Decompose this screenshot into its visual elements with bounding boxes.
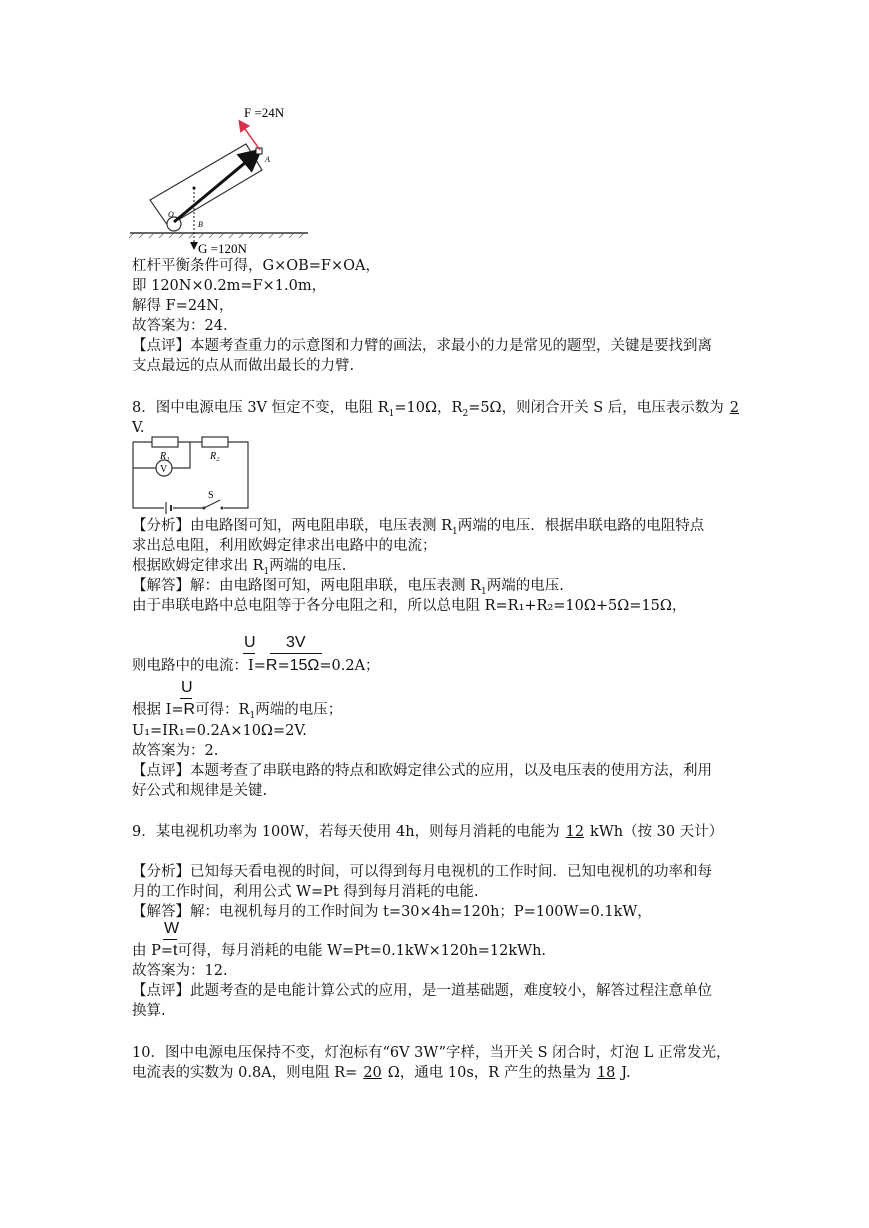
q8-frac2-u: U (181, 679, 193, 696)
q8-comment-2: 好公式和规律是关键. (132, 783, 268, 799)
q9-analysis-2: 月的工作时间，利用公式 W=Pt 得到每月消耗的电能. (132, 884, 479, 900)
q7-comment-2: 支点最远的点从而做出最长的力臂. (132, 358, 355, 374)
svg-text:V: V (160, 464, 168, 475)
q10-answer-2: 18 (596, 1065, 616, 1081)
q8-frac-3v: 3V (286, 634, 306, 651)
q9-comment-1: 【点评】此题考查的是电能计算公式的应用，是一道基础题，难度较小，解答过程注意单位 (132, 983, 712, 999)
q8-frac-u: U (244, 634, 256, 651)
q9-solution-2: 由 P=t可得，每月消耗的电能 W=Pt=0.1kW×120h=12kWh. (132, 942, 547, 959)
svg-text:R₁: R₁ (160, 451, 170, 462)
q8-analysis-1: 【分析】由电路图可知，两电阻串联，电压表测 $R_1$两端的电压．根据串联电路的电阻特点 (132, 518, 705, 537)
q9-solution-3: 故答案为：12. (132, 963, 228, 979)
q7-line-4: 故答案为：24. (132, 318, 228, 334)
q7-line-3: 解得 F=24N， (132, 298, 234, 314)
q8-analysis-2: 求出总电阻，利用欧姆定律求出电路中的电流； (132, 538, 437, 554)
q10-stem-1: 10．图中电源电压保持不变，灯泡标有“6V 3W”字样，当开关 S 闭合时，灯泡 L 正常发光， (132, 1045, 731, 1061)
q8-solution-5: U₁=IR₁=0.2A×10Ω=2V. (132, 723, 307, 739)
point-b-label: B (198, 220, 203, 229)
q7-line-2: 即 120N×0.2m=F×1.0m， (132, 278, 327, 294)
q8-circuit-diagram (130, 434, 254, 514)
q8-analysis-3: 根据欧姆定律求出 $R_1$两端的电压. (132, 558, 347, 577)
q8-solution-2: 由于串联电路中总电阻等于各分电阻之和，所以总电阻 R=R₁+R₂=10Ω+5Ω=15Ω， (132, 598, 687, 614)
q8-solution-6: 故答案为：2. (132, 743, 219, 759)
q7-line-1: 杠杆平衡条件可得，G×OB=F×OA， (132, 258, 380, 274)
q10-stem-2: 电流表的实数为 0.8A，则电阻 R= 20 Ω，通电 10s，R 产生的热量为 18 J. (132, 1065, 631, 1081)
q9-answer: 12 (565, 824, 585, 840)
point-a-label: A (265, 155, 270, 164)
resistor-r2 (202, 437, 228, 447)
q9-frac-w: W (164, 920, 180, 937)
q9-analysis-1: 【分析】已知每天看电视的时间，可以得到每月电视机的工作时间．已知电视机的功率和每 (132, 864, 712, 880)
q8-stem-unit: V. (132, 420, 145, 436)
q8-comment-1: 【点评】本题考查了串联电路的特点和欧姆定律公式的应用，以及电压表的使用方法，利用 (132, 763, 712, 779)
resistor-r1 (152, 437, 178, 447)
box-body (150, 144, 262, 226)
q8-answer: 2 (729, 400, 739, 416)
q9-stem: 9．某电视机功率为 100W，若每天使用 4h，则每月消耗的电能为 12 kWh（按 30 天计） (132, 824, 724, 840)
force-label: F =24N (244, 105, 285, 120)
point-o-label: O (168, 210, 174, 219)
switch-lever (204, 500, 220, 508)
q9-comment-2: 换算. (132, 1003, 166, 1019)
q7-comment-1: 【点评】本题考查重力的示意图和力臂的画法，求最小的力是常见的题型，关键是要找到离 (132, 338, 712, 354)
q8-solution-3: 则电路中的电流：I=R=15Ω=0.2A； (132, 657, 380, 674)
q8-solution-1: 【解答】解：由电路图可知，两电阻串联，电压表测 $R_1$两端的电压. (132, 578, 564, 597)
svg-text:R₂: R₂ (210, 451, 220, 462)
q8-stem: 8．图中电源电压 3V 恒定不变，电阻 $R_1=10\Omega$，$R_2=5\Omega$，则闭合开关 S 后，电压表示数为 2 (132, 398, 745, 424)
q10-answer-1: 20 (363, 1065, 382, 1081)
gravity-label: G =120N (198, 241, 247, 256)
q8-solution-4: 根据 I=R可得：$R_1$两端的电压； (132, 701, 343, 721)
q9-solution-1: 【解答】解：电视机每月的工作时间为 t=30×4h=120h；P=100W=0.1kW， (132, 904, 652, 920)
svg-text:S: S (208, 490, 214, 501)
lever-diagram (128, 100, 308, 260)
